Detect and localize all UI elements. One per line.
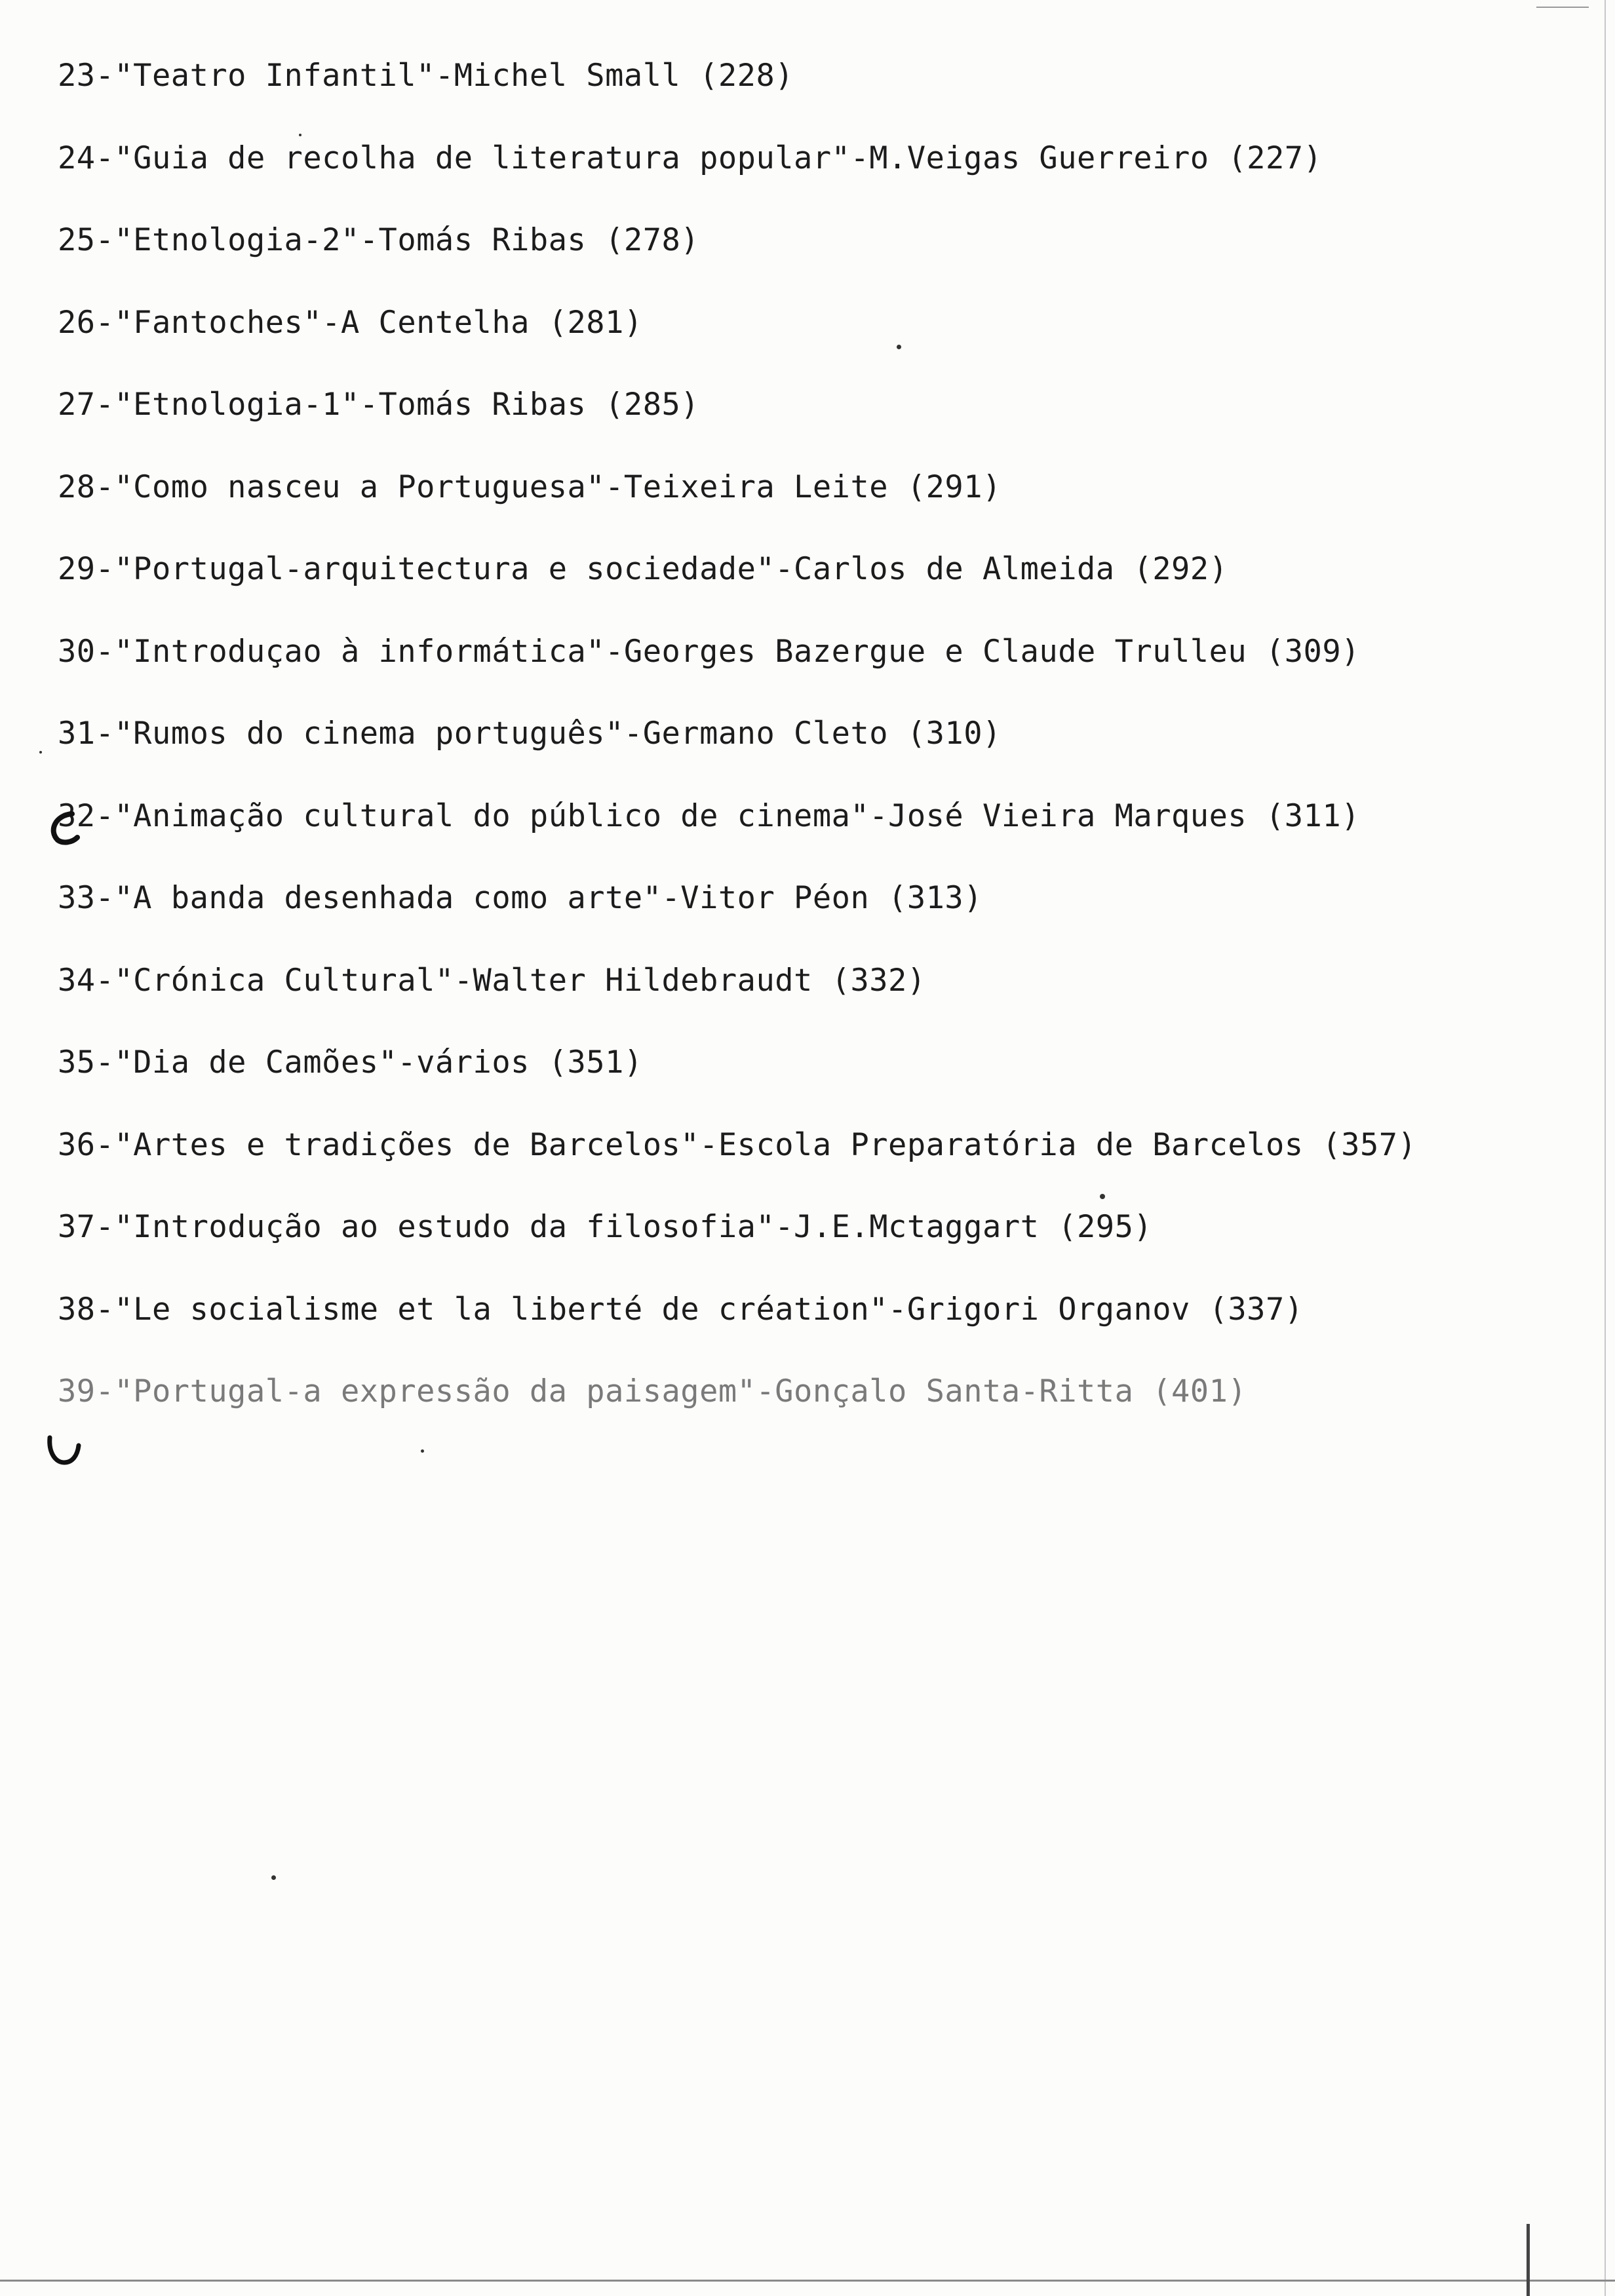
list-item: 39-"Portugal-a expressão da paisagem"-Gonçalo Santa-Ritta (401) xyxy=(58,1373,1247,1409)
list-item: 35-"Dia de Camões"-vários (351) xyxy=(58,1044,643,1081)
list-item: 24-"Guia de recolha de literatura popular"-M.Veigas Guerreiro (227) xyxy=(58,140,1323,176)
margin-bracket-mark xyxy=(46,810,81,845)
list-item: 26-"Fantoches"-A Centelha (281) xyxy=(58,304,643,341)
list-item: 31-"Rumos do cinema português"-Germano Cleto (310) xyxy=(58,716,1002,752)
scan-artifact xyxy=(1536,0,1589,8)
list-item: 36-"Artes e tradições de Barcelos"-Escola Preparatória de Barcelos (357) xyxy=(58,1126,1417,1163)
bibliography-list xyxy=(58,59,1416,1457)
list-item: 28-"Como nasceu a Portuguesa"-Teixeira Leite (291) xyxy=(58,469,1002,505)
list-item: 33-"A banda desenhada como arte"-Vitor Péon (313) xyxy=(58,880,983,916)
speck xyxy=(39,751,42,754)
scan-edge xyxy=(1527,2224,1530,2296)
speck xyxy=(897,345,901,349)
list-item: 37-"Introdução ao estudo da filosofia"-J.E.Mctaggart (295) xyxy=(58,1209,1153,1245)
list-item: 38-"Le socialisme et la liberté de création"-Grigori Organov (337) xyxy=(58,1291,1304,1328)
list-item: 23-"Teatro Infantil"-Michel Small (228) xyxy=(58,58,794,94)
list-item: 29-"Portugal-arquitectura e sociedade"-Carlos de Almeida (292) xyxy=(58,551,1228,587)
speck xyxy=(421,1449,424,1453)
scan-edge xyxy=(1605,0,1606,2296)
list-item: 34-"Crónica Cultural"-Walter Hildebraudt (332) xyxy=(58,962,926,999)
list-item: 30-"Introduçao à informática"-Georges Bazergue e Claude Trulleu (309) xyxy=(58,633,1360,670)
list-item: 27-"Etnologia-1"-Tomás Ribas (285) xyxy=(58,387,700,423)
speck xyxy=(271,1875,276,1880)
speck xyxy=(299,134,302,136)
scan-edge xyxy=(0,2280,1615,2282)
margin-bracket-mark xyxy=(46,1432,81,1468)
list-item: 25-"Etnologia-2"-Tomás Ribas (278) xyxy=(58,222,700,258)
list-item: 32-"Animação cultural do público de cinema"-José Vieira Marques (311) xyxy=(58,797,1360,834)
speck xyxy=(1100,1194,1105,1199)
